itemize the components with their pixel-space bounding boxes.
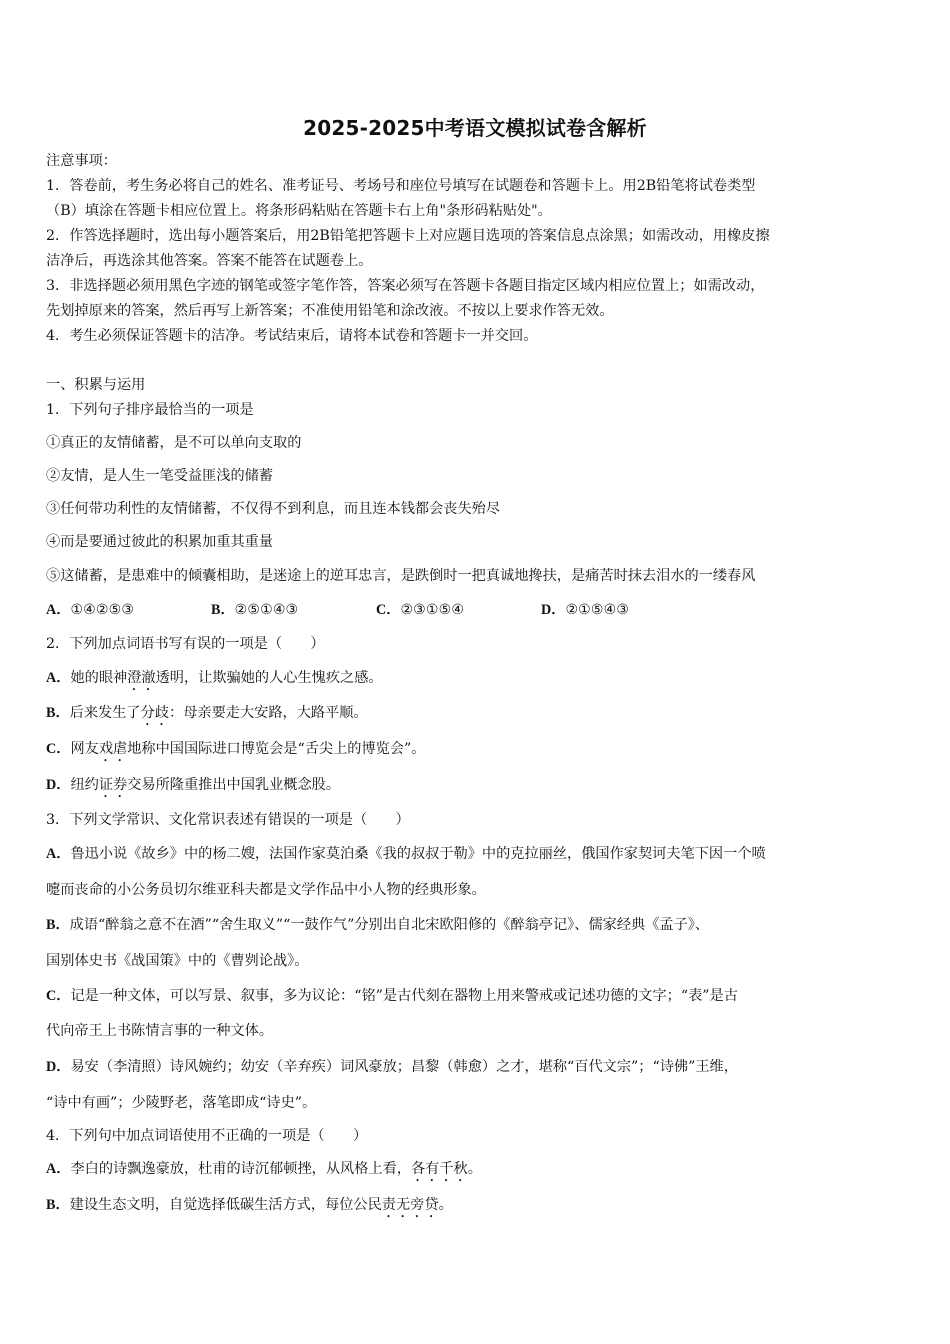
question-1-stem: 1．下列句子排序最恰当的一项是 bbox=[46, 402, 254, 418]
emphasized-word: 各有千秋 bbox=[410, 1161, 468, 1177]
q3-option-d: D．易安（李清照）诗风婉约；幼安（辛弃疾）词风豪放；昌黎（韩愈）之才，堪称“百代文宗”；“诗佛”王维， bbox=[46, 1059, 738, 1075]
notice-line: 先划掉原来的答案，然后再写上新答案；不准使用铅笔和涂改液。不按以上要求作答无效。 bbox=[46, 303, 614, 319]
notice-line: 4．考生必须保证答题卡的洁净。考试结束后，请将本试卷和答题卡一并交回。 bbox=[46, 328, 538, 344]
question-3-stem: 3．下列文学常识、文化常识表述有错误的一项是（ ） bbox=[46, 812, 410, 828]
q1-option-c: C．②③①⑤④ bbox=[376, 602, 465, 618]
q1-sentence: ③任何带功利性的友情储蓄，不仅得不到利息，而且连本钱都会丧失殆尽 bbox=[46, 501, 501, 517]
emphasized-word: 责无旁贷 bbox=[381, 1197, 439, 1213]
notice-line: 1．答卷前，考生务必将自己的姓名、准考证号、考场号和座位号填写在试题卷和答题卡上。用2B铅笔将试卷类型 bbox=[46, 178, 756, 194]
q2-option-c: C．网友戏虐地称中国国际进口博览会是“舌尖上的博览会”。 bbox=[46, 741, 426, 757]
q3-option-c: C．记是一种文体，可以写景、叙事，多为议论：“铭”是古代刻在器物上用来警戒或记述功德的文字；“表”是古 bbox=[46, 988, 738, 1004]
emphasized-word: 证券 bbox=[98, 777, 128, 793]
q2-option-d: D．纽约证券交易所隆重推出中国乳业概念股。 bbox=[46, 777, 341, 793]
q3-option-c-cont: 代向帝王上书陈情言事的一种文体。 bbox=[46, 1023, 274, 1039]
q1-sentence: ④而是要通过彼此的积累加重其重量 bbox=[46, 534, 274, 550]
page-title: 2025-2025中考语文模拟试卷含解析 bbox=[303, 116, 647, 140]
emphasized-word: 分歧 bbox=[140, 705, 169, 721]
q2-option-a: A．她的眼神澄澈透明，让欺骗她的人心生愧疚之感。 bbox=[46, 670, 383, 686]
q3-option-a-cont: 嚏而丧命的小公务员切尔维亚科夫都是文学作品中小人物的经典形象。 bbox=[46, 882, 486, 898]
q1-options bbox=[46, 600, 906, 620]
q1-option-a: A．①④②⑤③ bbox=[46, 602, 135, 618]
notice-line: 洁净后，再选涂其他答案。答案不能答在试题卷上。 bbox=[46, 253, 373, 269]
q1-sentence: ②友情，是人生一笔受益匪浅的储蓄 bbox=[46, 468, 274, 484]
q1-option-b: B．②⑤①④③ bbox=[211, 602, 299, 618]
q3-option-d-cont: “诗中有画”；少陵野老，落笔即成“诗史”。 bbox=[46, 1095, 317, 1111]
q4-option-a: A．李白的诗飘逸豪放，杜甫的诗沉郁顿挫，从风格上看，各有千秋。 bbox=[46, 1161, 482, 1177]
q1-sentence: ⑤这储蓄，是患难中的倾囊相助，是迷途上的逆耳忠言，是跌倒时一把真诚地搀扶，是痛苦时抹去泪水的一缕春风 bbox=[46, 568, 756, 584]
emphasized-word: 戏虐 bbox=[98, 741, 128, 757]
section-heading: 一、积累与运用 bbox=[46, 377, 146, 393]
q1-option-d: D．②①⑤④③ bbox=[541, 602, 630, 618]
question-4-stem: 4．下列句中加点词语使用不正确的一项是（ ） bbox=[46, 1128, 368, 1144]
notice-heading: 注意事项： bbox=[46, 153, 117, 169]
q2-option-b: B．后来发生了分歧：母亲要走大安路，大路平顺。 bbox=[46, 705, 368, 721]
q4-option-b: B．建设生态文明，自觉选择低碳生活方式，每位公民责无旁贷。 bbox=[46, 1197, 453, 1213]
notice-line: 3．非选择题必须用黑色字迹的钢笔或签字笔作答，答案必须写在答题卡各题目指定区域内相应位置上；如需改动， bbox=[46, 278, 765, 294]
question-2-stem: 2．下列加点词语书写有误的一项是（ ） bbox=[46, 636, 325, 652]
q3-option-b: B．成语“醉翁之意不在酒”“舍生取义”“一鼓作气”分别出自北宋欧阳修的《醉翁亭记》、儒家经典《孟子》、 bbox=[46, 917, 710, 933]
q3-option-a: A．鲁迅小说《故乡》中的杨二嫂，法国作家莫泊桑《我的叔叔于勒》中的克拉丽丝，俄国作家契诃夫笔下因一个喷 bbox=[46, 846, 766, 862]
emphasized-word: 澄澈 bbox=[127, 670, 156, 686]
q3-option-b-cont: 国别体史书《战国策》中的《曹刿论战》。 bbox=[46, 953, 309, 969]
q1-sentence: ①真正的友情储蓄，是不可以单向支取的 bbox=[46, 435, 302, 451]
notice-line: （B）填涂在答题卡相应位置上。将条形码粘贴在答题卡右上角"条形码粘贴处"。 bbox=[46, 203, 552, 219]
notice-line: 2．作答选择题时，选出每小题答案后，用2B铅笔把答题卡上对应题目选项的答案信息点涂黑；如需改动，用橡皮擦 bbox=[46, 228, 770, 244]
